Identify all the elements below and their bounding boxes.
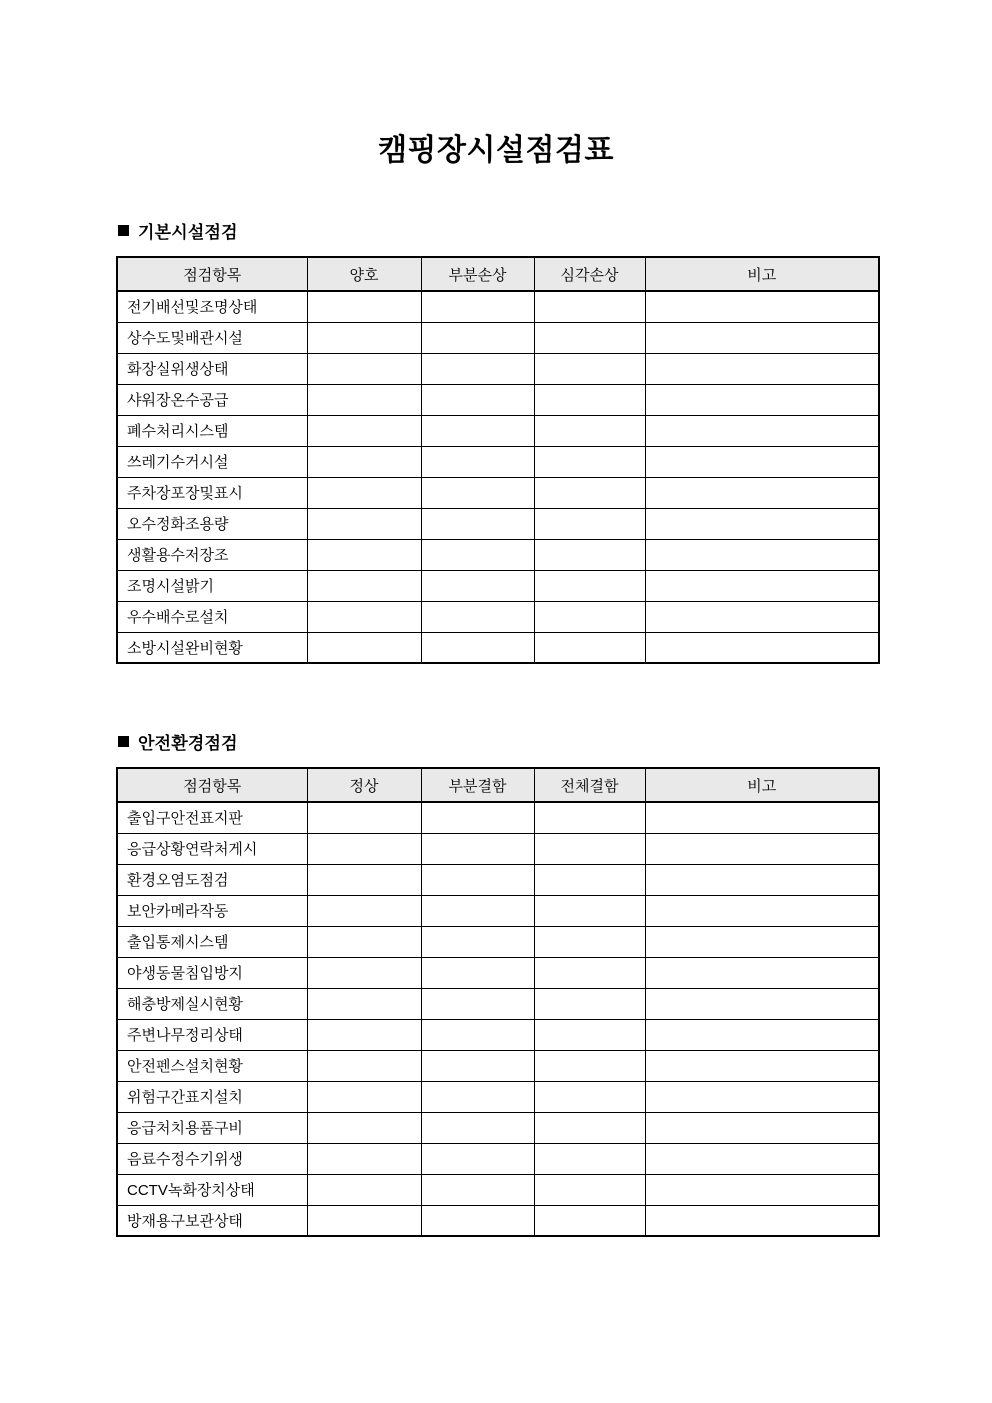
- section-safety-environment: [116, 730, 878, 1237]
- column-header-item: 점검항목: [117, 768, 307, 802]
- table-row: [117, 833, 879, 864]
- table-row: [117, 1205, 879, 1236]
- column-header-partial: 부분손상: [421, 257, 534, 291]
- table-header-row: [117, 257, 879, 291]
- column-header-severe: 심각손상: [534, 257, 645, 291]
- row-item-label: 상수도및배관시설: [117, 322, 307, 353]
- checkbox-cell-severe[interactable]: [534, 446, 645, 477]
- table-row: [117, 1019, 879, 1050]
- checkbox-cell-partial[interactable]: [421, 539, 534, 570]
- checkbox-cell-partial[interactable]: [421, 1174, 534, 1205]
- row-item-label: 주변나무정리상태: [117, 1019, 307, 1050]
- checkbox-cell-partial[interactable]: [421, 322, 534, 353]
- column-header-partial: 부분결함: [421, 768, 534, 802]
- row-item-label: 쓰레기수거시설: [117, 446, 307, 477]
- checkbox-cell-partial[interactable]: [421, 508, 534, 539]
- checkbox-cell-partial[interactable]: [421, 802, 534, 833]
- checkbox-cell-partial[interactable]: [421, 895, 534, 926]
- checkbox-cell-normal[interactable]: [307, 1050, 421, 1081]
- checkbox-cell-normal[interactable]: [307, 988, 421, 1019]
- checkbox-cell-partial[interactable]: [421, 1019, 534, 1050]
- note-cell[interactable]: [645, 384, 879, 415]
- note-cell[interactable]: [645, 895, 879, 926]
- safety-environment-table-body: [117, 802, 879, 1236]
- black-square-marker-icon: [118, 225, 129, 236]
- row-item-label: 출입구안전표지판: [117, 802, 307, 833]
- checkbox-cell-partial[interactable]: [421, 632, 534, 663]
- row-item-label: 조명시설밝기: [117, 570, 307, 601]
- checkbox-cell-partial[interactable]: [421, 864, 534, 895]
- table-row: [117, 926, 879, 957]
- checkbox-cell-total[interactable]: [534, 926, 645, 957]
- checkbox-cell-severe[interactable]: [534, 601, 645, 632]
- page-title: 캠핑장시설점검표: [378, 134, 614, 167]
- checkbox-cell-partial[interactable]: [421, 446, 534, 477]
- checkbox-cell-good[interactable]: [307, 446, 421, 477]
- table-row: [117, 632, 879, 663]
- note-cell[interactable]: [645, 539, 879, 570]
- checkbox-cell-partial[interactable]: [421, 415, 534, 446]
- table-row: [117, 895, 879, 926]
- checkbox-cell-total[interactable]: [534, 1174, 645, 1205]
- row-item-label: 우수배수로설치: [117, 601, 307, 632]
- checkbox-cell-partial[interactable]: [421, 570, 534, 601]
- checkbox-cell-total[interactable]: [534, 833, 645, 864]
- basic-facility-table-body: [117, 291, 879, 663]
- checkbox-cell-total[interactable]: [534, 1019, 645, 1050]
- checkbox-cell-good[interactable]: [307, 508, 421, 539]
- checkbox-cell-severe[interactable]: [534, 415, 645, 446]
- checkbox-cell-normal[interactable]: [307, 895, 421, 926]
- section-basic-facility: [116, 219, 878, 664]
- row-item-label: 생활용수저장조: [117, 539, 307, 570]
- column-header-normal: 정상: [307, 768, 421, 802]
- table-row: [117, 353, 879, 384]
- checkbox-cell-good[interactable]: [307, 384, 421, 415]
- column-header-note: 비고: [645, 768, 879, 802]
- note-cell[interactable]: [645, 601, 879, 632]
- row-item-label: 위험구간표지설치: [117, 1081, 307, 1112]
- row-item-label: 전기배선및조명상태: [117, 291, 307, 322]
- checkbox-cell-good[interactable]: [307, 632, 421, 663]
- checkbox-cell-severe[interactable]: [534, 322, 645, 353]
- note-cell[interactable]: [645, 291, 879, 322]
- basic-facility-checklist-table: [116, 256, 880, 664]
- row-item-label: 보안카메라작동: [117, 895, 307, 926]
- note-cell[interactable]: [645, 508, 879, 539]
- checkbox-cell-total[interactable]: [534, 1081, 645, 1112]
- note-cell[interactable]: [645, 957, 879, 988]
- column-header-total: 전체결함: [534, 768, 645, 802]
- checkbox-cell-total[interactable]: [534, 864, 645, 895]
- note-cell[interactable]: [645, 632, 879, 663]
- checkbox-cell-normal[interactable]: [307, 1174, 421, 1205]
- table-row: [117, 1081, 879, 1112]
- note-cell[interactable]: [645, 1050, 879, 1081]
- section-heading: [118, 219, 878, 241]
- note-cell[interactable]: [645, 570, 879, 601]
- section-heading-label: 기본시설점검: [138, 222, 238, 242]
- note-cell[interactable]: [645, 864, 879, 895]
- note-cell[interactable]: [645, 415, 879, 446]
- checkbox-cell-total[interactable]: [534, 1112, 645, 1143]
- table-row: [117, 1050, 879, 1081]
- note-cell[interactable]: [645, 1205, 879, 1236]
- column-header-item: 점검항목: [117, 257, 307, 291]
- checkbox-cell-partial[interactable]: [421, 477, 534, 508]
- checkbox-cell-good[interactable]: [307, 322, 421, 353]
- checkbox-cell-total[interactable]: [534, 802, 645, 833]
- checkbox-cell-total[interactable]: [534, 1205, 645, 1236]
- checkbox-cell-normal[interactable]: [307, 1205, 421, 1236]
- checkbox-cell-severe[interactable]: [534, 570, 645, 601]
- checkbox-cell-normal[interactable]: [307, 864, 421, 895]
- note-cell[interactable]: [645, 833, 879, 864]
- section-heading: [118, 730, 878, 752]
- row-item-label: 해충방제실시현황: [117, 988, 307, 1019]
- checkbox-cell-good[interactable]: [307, 477, 421, 508]
- note-cell[interactable]: [645, 322, 879, 353]
- table-row: [117, 539, 879, 570]
- table-row: [117, 802, 879, 833]
- checkbox-cell-normal[interactable]: [307, 1081, 421, 1112]
- row-item-label: 음료수정수기위생: [117, 1143, 307, 1174]
- note-cell[interactable]: [645, 1174, 879, 1205]
- row-item-label: 소방시설완비현황: [117, 632, 307, 663]
- table-row: [117, 1112, 879, 1143]
- note-cell[interactable]: [645, 353, 879, 384]
- row-item-label: CCTV녹화장치상태: [117, 1174, 307, 1205]
- row-item-label: 출입통제시스템: [117, 926, 307, 957]
- checkbox-cell-good[interactable]: [307, 539, 421, 570]
- checkbox-cell-good[interactable]: [307, 601, 421, 632]
- checkbox-cell-partial[interactable]: [421, 957, 534, 988]
- checkbox-cell-good[interactable]: [307, 291, 421, 322]
- checkbox-cell-partial[interactable]: [421, 833, 534, 864]
- row-item-label: 폐수처리시스템: [117, 415, 307, 446]
- row-item-label: 화장실위생상태: [117, 353, 307, 384]
- row-item-label: 응급상황연락처게시: [117, 833, 307, 864]
- checkbox-cell-partial[interactable]: [421, 291, 534, 322]
- checkbox-cell-severe[interactable]: [534, 508, 645, 539]
- checkbox-cell-total[interactable]: [534, 988, 645, 1019]
- table-row: [117, 864, 879, 895]
- row-item-label: 주차장포장및표시: [117, 477, 307, 508]
- table-row: [117, 446, 879, 477]
- checkbox-cell-normal[interactable]: [307, 957, 421, 988]
- section-heading-label: 안전환경점검: [138, 733, 238, 753]
- checkbox-cell-good[interactable]: [307, 570, 421, 601]
- checkbox-cell-severe[interactable]: [534, 632, 645, 663]
- column-header-good: 양호: [307, 257, 421, 291]
- checkbox-cell-normal[interactable]: [307, 833, 421, 864]
- table-row: [117, 384, 879, 415]
- table-row: [117, 291, 879, 322]
- checkbox-cell-partial[interactable]: [421, 1112, 534, 1143]
- checkbox-cell-severe[interactable]: [534, 291, 645, 322]
- note-cell[interactable]: [645, 802, 879, 833]
- checkbox-cell-partial[interactable]: [421, 1205, 534, 1236]
- table-row: [117, 601, 879, 632]
- checkbox-cell-partial[interactable]: [421, 926, 534, 957]
- checkbox-cell-severe[interactable]: [534, 353, 645, 384]
- checkbox-cell-total[interactable]: [534, 957, 645, 988]
- checkbox-cell-partial[interactable]: [421, 384, 534, 415]
- note-cell[interactable]: [645, 1081, 879, 1112]
- checkbox-cell-normal[interactable]: [307, 926, 421, 957]
- safety-environment-checklist-table: [116, 767, 880, 1237]
- checkbox-cell-good[interactable]: [307, 353, 421, 384]
- column-header-note: 비고: [645, 257, 879, 291]
- table-row: [117, 322, 879, 353]
- checkbox-cell-severe[interactable]: [534, 384, 645, 415]
- checkbox-cell-total[interactable]: [534, 895, 645, 926]
- checkbox-cell-partial[interactable]: [421, 353, 534, 384]
- note-cell[interactable]: [645, 477, 879, 508]
- checkbox-cell-normal[interactable]: [307, 802, 421, 833]
- checkbox-cell-normal[interactable]: [307, 1112, 421, 1143]
- checkbox-cell-partial[interactable]: [421, 1081, 534, 1112]
- table-row: [117, 477, 879, 508]
- row-item-label: 오수정화조용량: [117, 508, 307, 539]
- checkbox-cell-normal[interactable]: [307, 1143, 421, 1174]
- note-cell[interactable]: [645, 446, 879, 477]
- note-cell[interactable]: [645, 926, 879, 957]
- table-row: [117, 1143, 879, 1174]
- row-item-label: 방재용구보관상태: [117, 1205, 307, 1236]
- checkbox-cell-partial[interactable]: [421, 988, 534, 1019]
- table-row: [117, 570, 879, 601]
- note-cell[interactable]: [645, 1143, 879, 1174]
- row-item-label: 샤워장온수공급: [117, 384, 307, 415]
- checkbox-cell-partial[interactable]: [421, 601, 534, 632]
- table-row: [117, 415, 879, 446]
- table-row: [117, 508, 879, 539]
- note-cell[interactable]: [645, 1019, 879, 1050]
- checkbox-cell-total[interactable]: [534, 1143, 645, 1174]
- table-row: [117, 1174, 879, 1205]
- checkbox-cell-good[interactable]: [307, 415, 421, 446]
- table-header-row: [117, 768, 879, 802]
- row-item-label: 응급처치용품구비: [117, 1112, 307, 1143]
- checkbox-cell-total[interactable]: [534, 1050, 645, 1081]
- note-cell[interactable]: [645, 1112, 879, 1143]
- table-row: [117, 957, 879, 988]
- checkbox-cell-normal[interactable]: [307, 1019, 421, 1050]
- table-row: [117, 988, 879, 1019]
- row-item-label: 환경오염도점검: [117, 864, 307, 895]
- row-item-label: 야생동물침입방지: [117, 957, 307, 988]
- checkbox-cell-severe[interactable]: [534, 477, 645, 508]
- note-cell[interactable]: [645, 988, 879, 1019]
- black-square-marker-icon: [118, 736, 129, 747]
- row-item-label: 안전펜스설치현황: [117, 1050, 307, 1081]
- checkbox-cell-partial[interactable]: [421, 1143, 534, 1174]
- checkbox-cell-severe[interactable]: [534, 539, 645, 570]
- checkbox-cell-partial[interactable]: [421, 1050, 534, 1081]
